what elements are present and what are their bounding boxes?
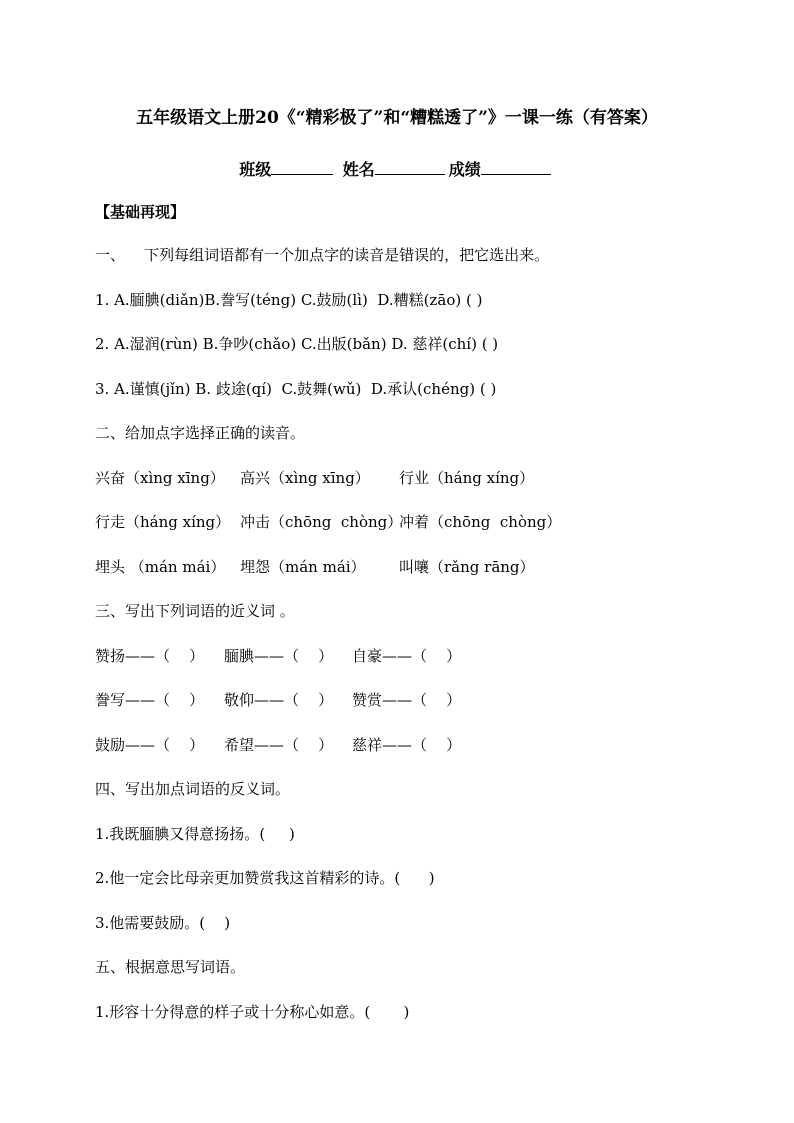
q1-heading: 一、 下列每组词语都有一个加点字的读音是错误的，把它选出来。 xyxy=(95,246,550,264)
q3-row3-col2: 希望——（ ） xyxy=(224,736,334,754)
q2-row3-col3: 叫嚷（rǎng rāng） xyxy=(399,558,535,576)
q1-item-3: 3. A.谨慎(jǐn) B. 歧途(qí) C.鼓舞(wǔ) D.承认(chéng) ( ) xyxy=(95,380,497,398)
score-blank[interactable] xyxy=(481,158,551,175)
q2-row3-col2: 埋怨（mán mái） xyxy=(240,558,366,576)
score-label: 成绩 xyxy=(448,160,481,179)
page-title: 五年级语文上册20《“精彩极了”和“糟糕透了”》一课一练（有答案） xyxy=(136,108,658,128)
q2-row1-col1: 兴奋（xìng xīng） xyxy=(95,469,225,487)
section-heading-basic: 【基础再现】 xyxy=(95,203,186,221)
q2-heading: 二、给加点字选择正确的读音。 xyxy=(95,424,306,442)
q3-heading: 三、写出下列词语的近义词 。 xyxy=(95,602,295,620)
q4-item-2: 2.他一定会比母亲更加赞赏我这首精彩的诗。( ) xyxy=(95,869,435,887)
name-blank[interactable] xyxy=(375,158,445,175)
q4-heading: 四、写出加点词语的反义词。 xyxy=(95,780,291,798)
q3-row2-col2: 敬仰——（ ） xyxy=(224,691,334,709)
q2-row1-col2: 高兴（xìng xīng） xyxy=(240,469,370,487)
class-blank[interactable] xyxy=(271,158,333,175)
q4-item-3: 3.他需要鼓励。( ) xyxy=(95,914,231,932)
q2-row3-col1: 埋头 （mán mái） xyxy=(95,558,226,576)
q5-heading: 五、根据意思写词语。 xyxy=(95,958,246,976)
q5-item-1: 1.形容十分得意的样子或十分称心如意。( ) xyxy=(95,1003,410,1021)
class-label: 班级 xyxy=(239,160,272,179)
q3-row1-col2: 腼腆——（ ） xyxy=(224,647,334,665)
q2-row2-col1: 行走（háng xíng） xyxy=(95,513,231,531)
q2-row2-col3: 冲着（chōng chòng） xyxy=(399,513,562,531)
q2-row2-col2: 冲击（chōng chòng） xyxy=(240,513,403,531)
q3-row2-col1: 誊写——（ ） xyxy=(95,691,205,709)
name-label: 姓名 xyxy=(342,160,375,179)
q3-row1-col1: 赞扬——（ ） xyxy=(95,647,205,665)
q3-row2-col3: 赞赏——（ ） xyxy=(352,691,462,709)
q3-row3-col1: 鼓励——（ ） xyxy=(95,736,205,754)
q3-row3-col3: 慈祥——（ ） xyxy=(352,736,462,754)
student-info-line xyxy=(0,157,794,180)
q4-item-1: 1.我既腼腆又得意扬扬。( ) xyxy=(95,825,295,843)
q1-item-2: 2. A.湿润(rùn) B.争吵(chǎo) C.出版(bǎn) D. 慈祥(chí) ( ) xyxy=(95,335,499,353)
q1-item-1: 1. A.腼腆(diǎn)B.誊写(téng) C.鼓励(lì) D.糟糕(zāo) ( ) xyxy=(95,291,483,309)
q2-row1-col3: 行业（háng xíng） xyxy=(399,469,535,487)
q3-row1-col3: 自豪——（ ） xyxy=(352,647,462,665)
